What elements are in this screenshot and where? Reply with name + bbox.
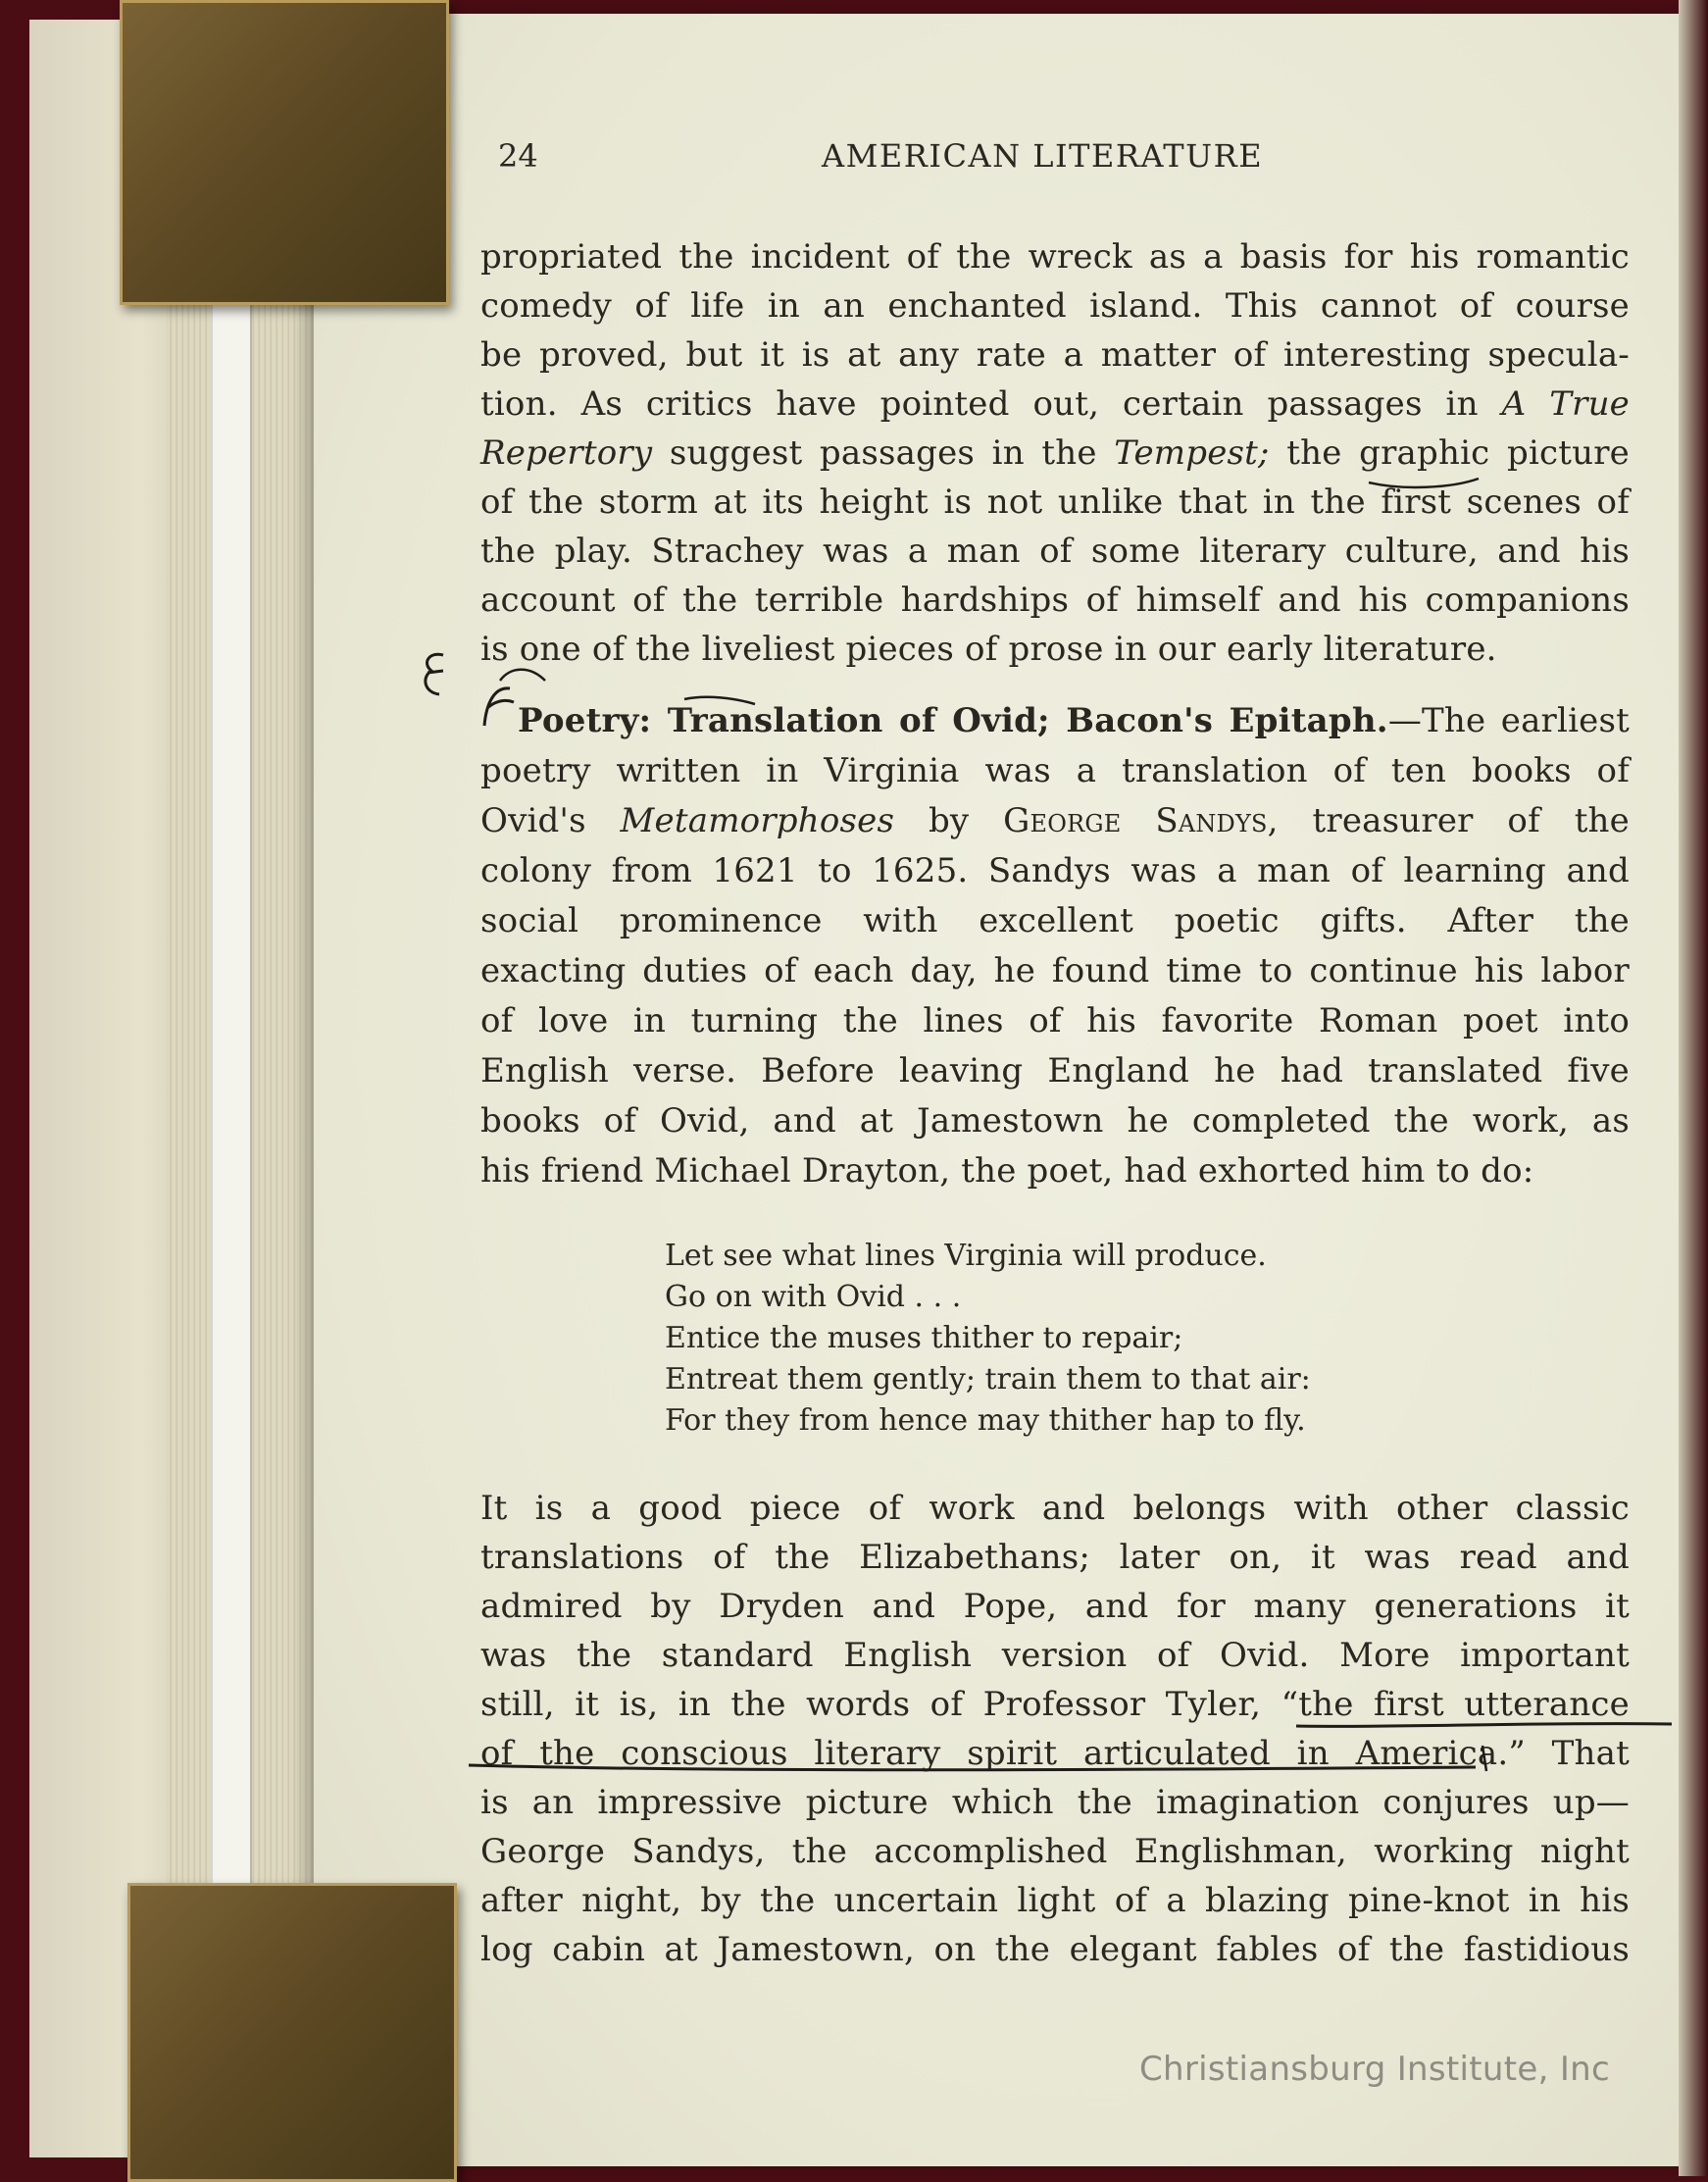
italic-title: Tempest; xyxy=(1114,433,1270,473)
text-span: the graphic picture xyxy=(1269,433,1630,473)
text-span: tion. As critics have pointed out, certain passages in xyxy=(480,384,1502,424)
text-line: books of Ovid, and at Jamestown he completed the work, as xyxy=(480,1101,1630,1141)
text-line: the play. Strachey was a man of some literary culture, and his xyxy=(480,532,1630,571)
verse-line: Let see what lines Virginia will produce. xyxy=(665,1239,1267,1273)
text-line: of the storm at its height is not unlike that in the first scenes of xyxy=(480,482,1630,522)
text-line: still, it is, in the words of Professor Tyler, “the first utterance xyxy=(480,1685,1630,1724)
author-name: George Sandys xyxy=(1003,801,1268,840)
section-heading: Poetry: Translation of Ovid; Bacon's Epitaph. xyxy=(518,701,1388,740)
text-line: was the standard English version of Ovid. More important xyxy=(480,1636,1630,1675)
text-line: after night, by the uncertain light of a blazing pine-knot in his xyxy=(480,1881,1630,1920)
text-line xyxy=(480,796,1630,845)
bookmark-strip xyxy=(211,299,252,1898)
text-line: social prominence with excellent poetic gifts. After the xyxy=(480,901,1630,940)
verse-line: Entreat them gently; train them to that air: xyxy=(665,1362,1311,1396)
text-line: English verse. Before leaving England he had translated five xyxy=(480,1051,1630,1091)
text-line: is one of the liveliest pieces of prose in our early literature. xyxy=(480,630,1497,669)
text-span: by xyxy=(894,801,1004,840)
text-span: —The earliest xyxy=(1387,701,1630,740)
section-heading-line xyxy=(518,696,1630,745)
page-gutter-shadow xyxy=(1679,0,1708,2176)
text-span: , treasurer of the xyxy=(1267,801,1630,840)
text-line xyxy=(480,380,1630,429)
text-line: admired by Dryden and Pope, and for many generations it xyxy=(480,1587,1630,1626)
text-line: of the conscious literary spirit articulated in America.” That xyxy=(480,1734,1630,1773)
text-line: It is a good piece of work and belongs with other classic xyxy=(480,1489,1630,1528)
text-line: log cabin at Jamestown, on the elegant fables of the fastidious xyxy=(480,1930,1630,1969)
italic-title: A True xyxy=(1501,384,1631,424)
text-line: comedy of life in an enchanted island. This cannot of course xyxy=(480,286,1630,326)
text-line: poetry written in Virginia was a translation of ten books of xyxy=(480,751,1630,790)
text-line: his friend Michael Drayton, the poet, had exhorted him to do: xyxy=(480,1151,1534,1191)
text-line: of love in turning the lines of his favorite Roman poet into xyxy=(480,1001,1630,1040)
running-title: AMERICAN LITERATURE xyxy=(822,137,1264,175)
text-line: exacting duties of each day, he found time to continue his labor xyxy=(480,951,1630,990)
text-span: suggest passages in the xyxy=(669,433,1115,473)
verse-line: Entice the muses thither to repair; xyxy=(665,1321,1183,1355)
watermark: Christiansburg Institute, Inc xyxy=(1139,2050,1610,2089)
verse-line: For they from hence may thither hap to fly. xyxy=(665,1403,1306,1438)
text-line: George Sandys, the accomplished Englishman, working night xyxy=(480,1832,1630,1871)
book-clamp-bottom xyxy=(127,1883,457,2182)
text-span: Ovid's xyxy=(480,801,621,840)
book-clamp-top xyxy=(120,0,449,305)
text-line: is an impressive picture which the imagination conjures up— xyxy=(480,1783,1630,1822)
text-line: colony from 1621 to 1625. Sandys was a man of learning and xyxy=(480,851,1630,890)
text-line xyxy=(480,429,1630,478)
verse-quotation xyxy=(665,1236,1371,1442)
verse-line: Go on with Ovid . . . xyxy=(665,1280,962,1314)
text-line: propriated the incident of the wreck as a basis for his romantic xyxy=(480,237,1630,277)
italic-title: Metamorphoses xyxy=(620,801,895,840)
text-line: translations of the Elizabethans; later on, it was read and xyxy=(480,1538,1630,1577)
text-line: account of the terrible hardships of himself and his companions xyxy=(480,581,1630,620)
text-line: be proved, but it is at any rate a matter of interesting specula- xyxy=(480,335,1630,375)
page-number: 24 xyxy=(498,137,538,175)
italic-title: Repertory xyxy=(480,433,653,473)
